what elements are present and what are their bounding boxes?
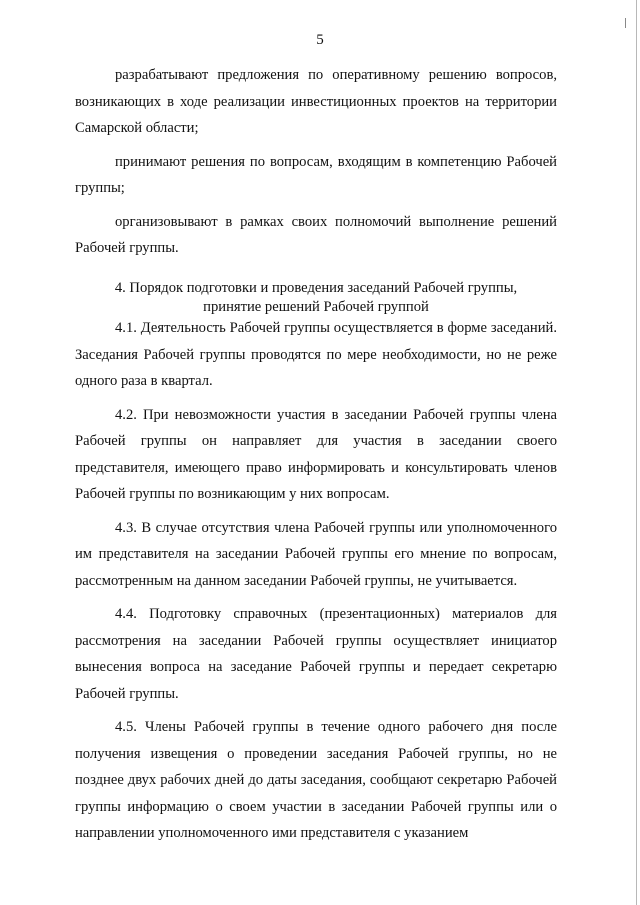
clause-4-2: 4.2. При невозможности участия в заседании Рабочей группы члена Рабочей группы он направляет для участия в заседании своего представителя, имеющего право информировать и консультировать членов Рабочей группы по возникающим у них вопросам. — [75, 406, 557, 502]
paragraph-organize-execution: организовывают в рамках своих полномочий выполнение решений Рабочей группы. — [75, 213, 557, 256]
page-number: 5 — [316, 32, 324, 48]
paragraph-develop-proposals: разрабатывают предложения по оперативному решению вопросов, возникающих в ходе реализации инвестиционных проектов на территории Самарской области; — [75, 67, 557, 136]
clauses-block — [75, 315, 557, 847]
intro-block — [75, 62, 557, 262]
section-heading-line-2: принятие решений Рабочей группой — [203, 299, 429, 315]
clause-4-5: 4.5. Члены Рабочей группы в течение одного рабочего дня после получения извещения о проведении заседания Рабочей группы, но не позднее двух рабочих дней до даты заседания, сообщают секретарю Рабочей группы информацию о своем участии в заседании Рабочей группы или о направлении уполномоченного ими представителя с указанием — [75, 719, 557, 841]
scan-edge-line — [636, 0, 637, 905]
clause-4-4: 4.4. Подготовку справочных (презентационных) материалов для рассмотрения на заседании Рабочей группы осуществляет инициатор вынесения вопроса на заседание Рабочей группы и передает секретарю Рабочей группы. — [75, 606, 557, 702]
clause-4-1: 4.1. Деятельность Рабочей группы осуществляется в форме заседаний. Заседания Рабочей группы проводятся по мере необходимости, но не реже одного раза в квартал. — [75, 320, 557, 389]
scan-mark — [625, 18, 626, 28]
paragraph-make-decisions: принимают решения по вопросам, входящим в компетенцию Рабочей группы; — [75, 153, 557, 196]
section-heading — [75, 279, 557, 317]
clause-4-3: 4.3. В случае отсутствия члена Рабочей группы или уполномоченного им представителя на заседании Рабочей группы его мнение по вопросам, рассмотренным на данном заседании Рабочей группы, не учитывается. — [75, 519, 557, 589]
section-heading-line-1: 4. Порядок подготовки и проведения заседаний Рабочей группы, — [114, 280, 518, 296]
